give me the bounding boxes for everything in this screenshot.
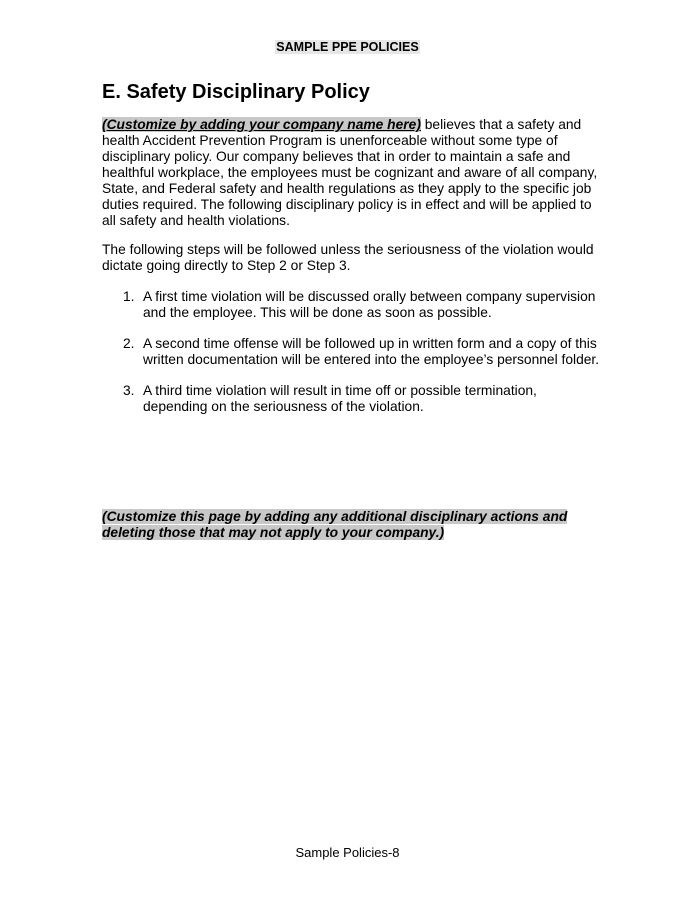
step-text: A third time violation will result in time off or possible termination, depending on the seriousness of the violation.: [143, 383, 537, 414]
section-title: E. Safety Disciplinary Policy: [102, 81, 370, 103]
intro-paragraph: [102, 117, 602, 229]
header-text: SAMPLE PPE POLICIES: [276, 40, 419, 54]
intro-text: believes that a safety and health Accident Prevention Program is unenforceable without some type of disciplinary policy. Our company believes that in order to maintain a safe and healthful workplace, the employees must be cognizant and aware of all company, State, and Federal safety and health regulations as they apply to the specific job duties required. The following disciplinary policy is in effect and will be applied to all safety and health violations.: [102, 117, 598, 228]
step-number: 2.: [123, 336, 135, 351]
customize-note: [102, 509, 602, 541]
list-item: [102, 289, 602, 321]
steps-list: [102, 289, 602, 430]
step-number: 3.: [123, 383, 135, 398]
list-item: [102, 383, 602, 415]
step-text: A second time offense will be followed up in written form and a copy of this written documentation will be entered into the employee’s personnel folder.: [143, 336, 600, 367]
list-item: [102, 336, 602, 368]
page-footer: Sample Policies-8: [295, 845, 400, 860]
step-number: 1.: [123, 289, 135, 304]
company-name-placeholder: (Customize by adding your company name here): [102, 117, 421, 132]
step-text: A first time violation will be discussed orally between company supervision and the employee. This will be done as soon as possible.: [143, 289, 596, 320]
page-header: [0, 40, 695, 54]
steps-intro-paragraph: The following steps will be followed unless the seriousness of the violation would dictate going directly to Step 2 or Step 3.: [102, 242, 594, 273]
customize-note-text: (Customize this page by adding any additional disciplinary actions and deleting those that may not apply to your company.): [102, 509, 568, 540]
